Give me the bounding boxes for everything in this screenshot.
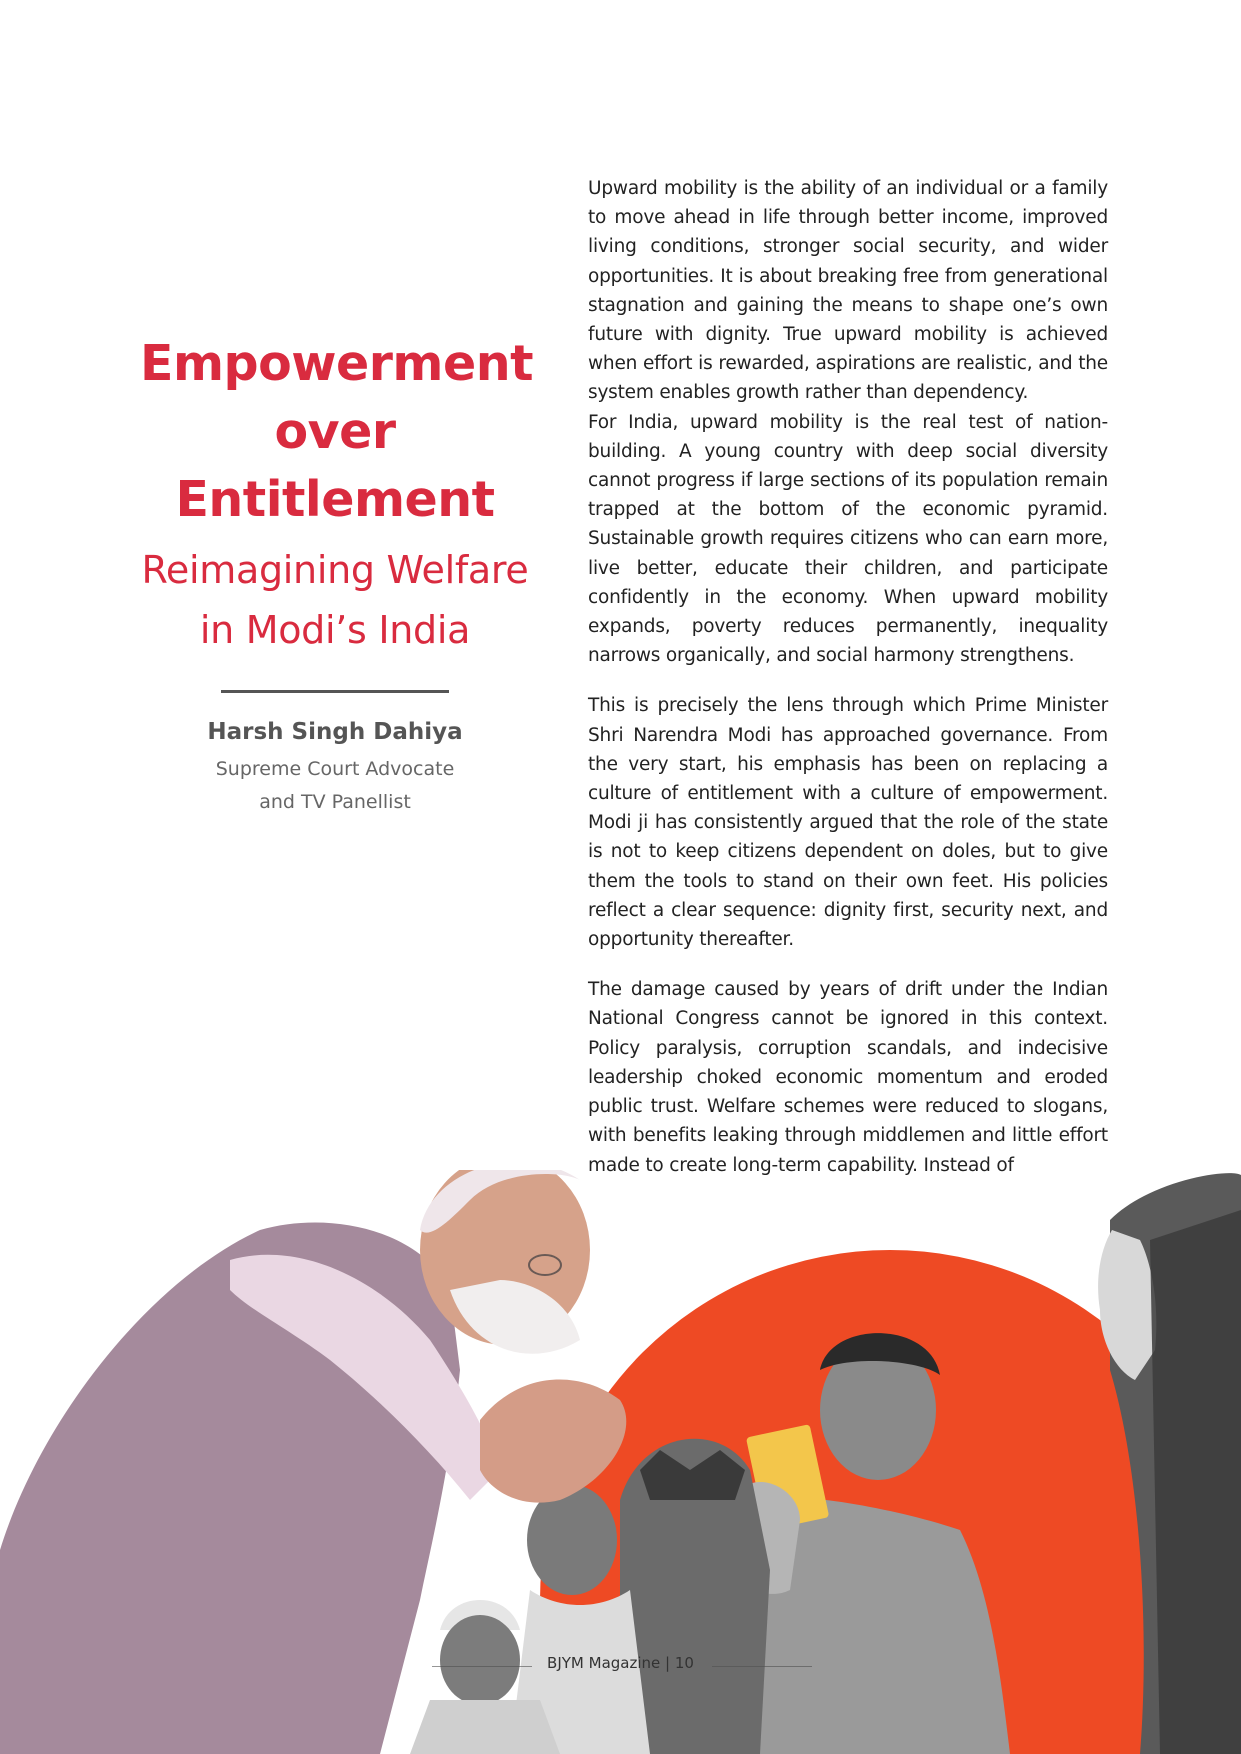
article-paragraph-1: Upward mobility is the ability of an individual or a family to move ahead in life through better income, improved living conditions, stronger social security, and wider opportunities. It is about breaking free from generational stagnation and gaining the means to shape one’s own future with dignity. True upward mobility is achieved when effort is rewarded, aspirations are realistic, and the system enables growth rather than dependency. <box>588 178 1108 404</box>
article-paragraph-4: The damage caused by years of drift under the Indian National Congress cannot be ignored in this context. Policy paralysis, corruption scandals, and indecisive leadership choked economic momentum and eroded public trust. Welfare schemes were reduced to slogans, with benefits leaking through middlemen and little effort made to create long-term capability. Instead of <box>588 979 1108 1176</box>
title-block <box>140 330 534 819</box>
author-role-line-2: and TV Panellist <box>259 791 411 813</box>
article-paragraph-2: For India, upward mobility is the real test of nation-building. A young country with deep social diversity cannot progress if large sections of its population remain trapped at the bottom of the economic pyramid. Sustainable growth requires citizens who can earn more, live better, educate their children, and participate confidently in the economy. When upward mobility expands, poverty reduces permanently, inequality narrows organically, and social harmony strengthens. <box>588 411 1108 667</box>
article-body <box>588 174 1108 1180</box>
article-paragraph-3: This is precisely the lens through which Prime Minister Shri Narendra Modi has approached governance. From the very start, his emphasis has been on replacing a culture of entitlement with a culture of empowerment. Modi ji has consistently argued that the role of the state is not to keep citizens dependent on doles, but to give them the tools to stand on their own feet. His policies reflect a clear sequence: dignity first, security next, and opportunity thereafter. <box>588 695 1108 951</box>
footer-page-label: BJYM Magazine | 10 <box>547 1654 694 1672</box>
article-subheadline: Reimagining Welfare in Modi’s India <box>141 548 529 652</box>
title-divider <box>221 690 449 693</box>
author-role <box>140 753 530 819</box>
article-headline: Empowerment over Entitlement <box>140 335 534 528</box>
author-role-line-1: Supreme Court Advocate <box>215 758 455 780</box>
page-footer <box>0 1652 1241 1682</box>
author-name: Harsh Singh Dahiya <box>207 719 463 745</box>
